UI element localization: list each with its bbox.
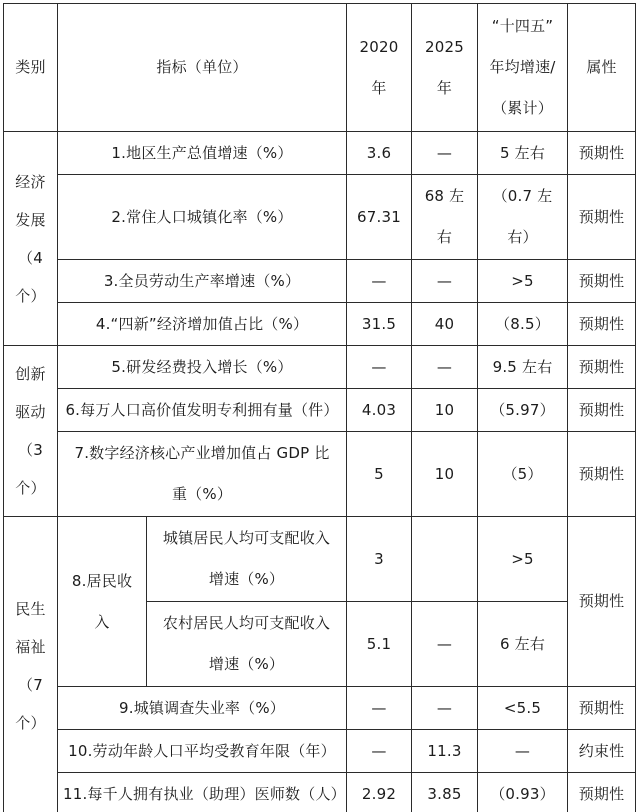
value-2025 [412, 517, 478, 602]
table-row [4, 432, 636, 517]
value-2025: 11.3 [412, 730, 478, 773]
value-2020: 5.1 [347, 602, 412, 687]
table-row [4, 517, 636, 602]
growth-value: （8.5） [478, 303, 568, 346]
value-2020: — [347, 730, 412, 773]
indicator-cell: 5.研发经费投入增长（%） [58, 346, 347, 389]
indicator-cell: 2.常住人口城镇化率（%） [58, 175, 347, 260]
header-2025: 2025 年 [412, 4, 478, 132]
value-2025: — [412, 687, 478, 730]
attribute-value: 预期性 [568, 687, 636, 730]
value-2025: 10 [412, 389, 478, 432]
value-2025: — [412, 602, 478, 687]
indicator-cell: 1.地区生产总值增速（%） [58, 132, 347, 175]
growth-value: （5） [478, 432, 568, 517]
indicator-group-income: 8.居民收 入 [58, 517, 147, 687]
growth-value: >5 [478, 517, 568, 602]
attribute-value: 预期性 [568, 389, 636, 432]
attribute-value: 预期性 [568, 132, 636, 175]
indicator-cell: 4.“四新”经济增加值占比（%） [58, 303, 347, 346]
header-category: 类别 [4, 4, 58, 132]
indicator-cell: 3.全员劳动生产率增速（%） [58, 260, 347, 303]
value-2020: 4.03 [347, 389, 412, 432]
growth-value: 9.5 左右 [478, 346, 568, 389]
value-2020: — [347, 346, 412, 389]
attribute-value: 预期性 [568, 303, 636, 346]
category-welfare: 民生 福祉 （7 个） [4, 517, 58, 812]
header-indicator: 指标（单位） [58, 4, 347, 132]
category-innovation: 创新 驱动 （3 个） [4, 346, 58, 517]
table-row [4, 773, 636, 812]
value-2025: 40 [412, 303, 478, 346]
indicator-cell: 11.每千人拥有执业（助理）医师数（人） [58, 773, 347, 812]
header-2020: 2020 年 [347, 4, 412, 132]
value-2020: 3 [347, 517, 412, 602]
indicator-table [3, 3, 636, 812]
indicator-cell: 农村居民人均可支配收入 增速（%） [147, 602, 347, 687]
indicator-cell: 6.每万人口高价值发明专利拥有量（件） [58, 389, 347, 432]
value-2025: 10 [412, 432, 478, 517]
value-2020: — [347, 687, 412, 730]
table-row [4, 687, 636, 730]
value-2020: — [347, 260, 412, 303]
growth-value: <5.5 [478, 687, 568, 730]
attribute-value: 约束性 [568, 730, 636, 773]
value-2020: 67.31 [347, 175, 412, 260]
growth-value: （5.97） [478, 389, 568, 432]
indicator-cell: 10.劳动年龄人口平均受教育年限（年） [58, 730, 347, 773]
table-row [4, 389, 636, 432]
value-2020: 3.6 [347, 132, 412, 175]
category-economy: 经济 发展 （4 个） [4, 132, 58, 346]
table-row [4, 346, 636, 389]
attribute-value: 预期性 [568, 773, 636, 812]
indicator-cell: 7.数字经济核心产业增加值占 GDP 比 重（%） [58, 432, 347, 517]
value-2020: 2.92 [347, 773, 412, 812]
table-row [4, 730, 636, 773]
value-2020: 31.5 [347, 303, 412, 346]
growth-value: >5 [478, 260, 568, 303]
attribute-value: 预期性 [568, 260, 636, 303]
header-growth: “十四五” 年均增速/ （累计） [478, 4, 568, 132]
growth-value: — [478, 730, 568, 773]
growth-value: （0.93） [478, 773, 568, 812]
indicator-cell: 城镇居民人均可支配收入 增速（%） [147, 517, 347, 602]
table-row [4, 175, 636, 260]
growth-value: 6 左右 [478, 602, 568, 687]
indicator-cell: 9.城镇调查失业率（%） [58, 687, 347, 730]
attribute-value: 预期性 [568, 432, 636, 517]
value-2020: 5 [347, 432, 412, 517]
attribute-value: 预期性 [568, 346, 636, 389]
table-row [4, 260, 636, 303]
attribute-value: 预期性 [568, 175, 636, 260]
value-2025: — [412, 132, 478, 175]
table-row [4, 132, 636, 175]
value-2025: — [412, 260, 478, 303]
table-row [4, 303, 636, 346]
growth-value: （0.7 左 右） [478, 175, 568, 260]
value-2025: — [412, 346, 478, 389]
value-2025: 3.85 [412, 773, 478, 812]
header-attribute: 属性 [568, 4, 636, 132]
attribute-value: 预期性 [568, 517, 636, 687]
header-row [4, 4, 636, 132]
growth-value: 5 左右 [478, 132, 568, 175]
value-2025: 68 左 右 [412, 175, 478, 260]
